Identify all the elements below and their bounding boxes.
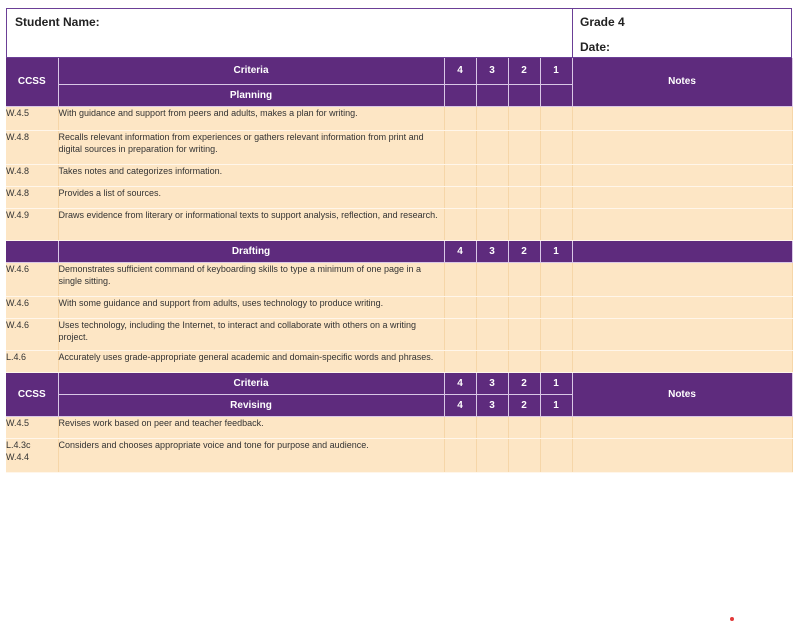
score-cell[interactable] (508, 296, 540, 318)
notes-cell[interactable] (572, 318, 792, 350)
score-cell[interactable] (540, 164, 572, 186)
table-row (6, 438, 792, 472)
score-cell[interactable] (444, 164, 476, 186)
score-cell[interactable] (476, 296, 508, 318)
ccss-header: CCSS (6, 372, 58, 416)
score-4-header: 4 (444, 372, 476, 394)
notes-cell[interactable] (572, 186, 792, 208)
score-3-header: 3 (476, 58, 508, 84)
student-name-field[interactable] (7, 9, 573, 57)
score-cell[interactable] (476, 208, 508, 240)
score-cell[interactable] (540, 438, 572, 472)
table-row (6, 106, 792, 130)
score-cell[interactable] (476, 438, 508, 472)
score-4-header: 4 (444, 58, 476, 84)
score-1-header: 1 (540, 240, 572, 262)
score-cell[interactable] (476, 186, 508, 208)
score-4-header: 4 (444, 394, 476, 416)
ccss-code: W.4.9 (6, 208, 58, 240)
table-row (6, 296, 792, 318)
planning-header-row (6, 58, 792, 84)
notes-cell[interactable] (572, 164, 792, 186)
revising-section-title: Revising (58, 394, 444, 416)
date-label[interactable]: Date: (580, 40, 611, 54)
score-cell[interactable] (508, 106, 540, 130)
criterion-text: Accurately uses grade-appropriate general academic and domain-specific words and phrases. (58, 350, 444, 372)
criterion-text: Draws evidence from literary or informational texts to support analysis, reflection, and research. (58, 208, 444, 240)
notes-header: Notes (572, 372, 792, 416)
ccss-header: CCSS (6, 58, 58, 106)
score-cell[interactable] (540, 208, 572, 240)
criterion-text: Provides a list of sources. (58, 186, 444, 208)
table-row (6, 130, 792, 164)
score-cell[interactable] (476, 350, 508, 372)
student-name-label: Student Name: (15, 15, 100, 29)
score-cell[interactable] (476, 262, 508, 296)
score-cell[interactable] (540, 130, 572, 164)
score-cell[interactable] (444, 130, 476, 164)
drafting-section-title: Drafting (58, 240, 444, 262)
ccss-code: L.4.3c W.4.4 (6, 438, 58, 472)
score-cell[interactable] (508, 130, 540, 164)
notes-cell[interactable] (572, 416, 792, 438)
score-2-header: 2 (508, 58, 540, 84)
ccss-code: W.4.6 (6, 262, 58, 296)
criterion-text: With some guidance and support from adults, uses technology to produce writing. (58, 296, 444, 318)
score-cell[interactable] (540, 106, 572, 130)
score-cell[interactable] (444, 416, 476, 438)
rubric-table (6, 58, 793, 473)
score-cell[interactable] (508, 164, 540, 186)
score-cell[interactable] (444, 186, 476, 208)
score-cell[interactable] (476, 130, 508, 164)
ccss-code: W.4.8 (6, 186, 58, 208)
score-cell[interactable] (444, 106, 476, 130)
score-3-header: 3 (476, 394, 508, 416)
notes-cell[interactable] (572, 208, 792, 240)
table-row (6, 350, 792, 372)
student-header (6, 8, 792, 58)
table-row (6, 318, 792, 350)
score-cell[interactable] (540, 186, 572, 208)
notes-cell[interactable] (572, 350, 792, 372)
score-3-header: 3 (476, 372, 508, 394)
notes-cell[interactable] (572, 106, 792, 130)
notes-header: Notes (572, 58, 792, 106)
score-cell[interactable] (508, 208, 540, 240)
score-cell[interactable] (508, 416, 540, 438)
notes-cell[interactable] (572, 296, 792, 318)
revising-header-row (6, 372, 792, 394)
drafting-header-row (6, 240, 792, 262)
grade-label: Grade 4 (580, 15, 625, 29)
score-cell[interactable] (540, 262, 572, 296)
score-cell[interactable] (508, 318, 540, 350)
score-cell[interactable] (476, 164, 508, 186)
criterion-text: Uses technology, including the Internet, to interact and collaborate with others on a writing project. (58, 318, 444, 350)
table-row (6, 164, 792, 186)
notes-cell[interactable] (572, 130, 792, 164)
criterion-text: Considers and chooses appropriate voice and tone for purpose and audience. (58, 438, 444, 472)
score-cell[interactable] (540, 318, 572, 350)
score-cell[interactable] (444, 296, 476, 318)
score-cell[interactable] (444, 318, 476, 350)
criterion-text: Takes notes and categorizes information. (58, 164, 444, 186)
ccss-code: W.4.5 (6, 416, 58, 438)
planning-section-title: Planning (58, 84, 444, 106)
ccss-code: W.4.5 (6, 106, 58, 130)
score-cell[interactable] (444, 208, 476, 240)
score-1-header: 1 (540, 58, 572, 84)
table-row (6, 416, 792, 438)
score-cell[interactable] (508, 262, 540, 296)
ccss-code: W.4.6 (6, 296, 58, 318)
score-cell[interactable] (540, 416, 572, 438)
score-cell[interactable] (508, 350, 540, 372)
score-2-header: 2 (508, 240, 540, 262)
criterion-text: Recalls relevant information from experiences or gathers relevant information from print and digital sources in preparation for writing. (58, 130, 444, 164)
score-3-header: 3 (476, 240, 508, 262)
criterion-text: Revises work based on peer and teacher feedback. (58, 416, 444, 438)
score-cell[interactable] (508, 438, 540, 472)
score-2-header: 2 (508, 394, 540, 416)
criterion-text: With guidance and support from peers and adults, makes a plan for writing. (58, 106, 444, 130)
score-1-header: 1 (540, 372, 572, 394)
score-cell[interactable] (444, 350, 476, 372)
ccss-code: W.4.8 (6, 130, 58, 164)
score-cell[interactable] (444, 262, 476, 296)
score-cell[interactable] (444, 438, 476, 472)
table-row (6, 262, 792, 296)
table-row (6, 186, 792, 208)
score-cell[interactable] (540, 296, 572, 318)
score-4-header: 4 (444, 240, 476, 262)
criteria-header: Criteria (58, 58, 444, 84)
score-2-header: 2 (508, 372, 540, 394)
score-1-header: 1 (540, 394, 572, 416)
score-cell[interactable] (476, 106, 508, 130)
score-cell[interactable] (508, 186, 540, 208)
score-cell[interactable] (476, 318, 508, 350)
criteria-header: Criteria (58, 372, 444, 394)
notes-cell[interactable] (572, 262, 792, 296)
ccss-code: W.4.8 (6, 164, 58, 186)
table-row (6, 208, 792, 240)
score-cell[interactable] (476, 416, 508, 438)
score-cell[interactable] (540, 350, 572, 372)
criterion-text: Demonstrates sufficient command of keyboarding skills to type a minimum of one page in a single sitting. (58, 262, 444, 296)
notes-cell[interactable] (572, 438, 792, 472)
ccss-code: L.4.6 (6, 350, 58, 372)
ccss-code: W.4.6 (6, 318, 58, 350)
red-dot (730, 617, 734, 621)
